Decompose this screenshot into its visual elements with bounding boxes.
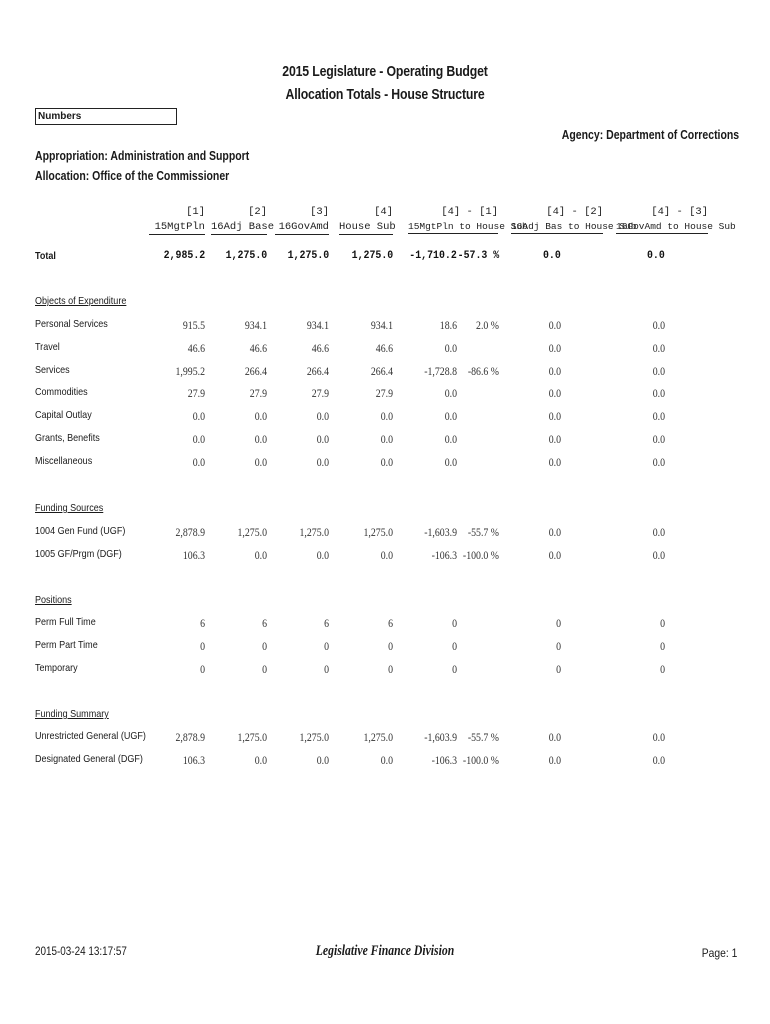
cell-c4: 46.6: [375, 340, 393, 355]
table-row: [0, 525, 770, 543]
table-row: [0, 409, 770, 427]
cell-d1: -106.3: [431, 547, 457, 562]
cell-d1: -1,728.8: [424, 363, 457, 378]
section-title-positions: Positions: [35, 594, 72, 606]
table-row: [0, 341, 770, 359]
cell-d2: 0.0: [548, 525, 561, 539]
numbers-filter-box: Numbers: [35, 108, 177, 125]
cell-d2: 0.0: [548, 547, 561, 562]
cell-c1: 0.0: [192, 409, 205, 424]
cell-c2: 1,275.0: [237, 525, 267, 539]
report-subtitle: Allocation Totals - House Structure: [285, 86, 485, 103]
cell-d2: 0.0: [543, 250, 561, 262]
table-row: [0, 364, 770, 382]
cell-d1: -1,710.2: [409, 250, 457, 262]
cell-d1: -1,603.9: [424, 730, 457, 744]
cell-d3: 0.0: [652, 318, 665, 332]
cell-c1: 0: [200, 661, 205, 676]
cell-d3: 0: [660, 638, 665, 653]
cell-p1: 2.0 %: [476, 318, 499, 332]
cell-c2: 27.9: [249, 386, 267, 401]
cell-c3: 27.9: [311, 386, 329, 401]
row-label: Grants, Benefits: [35, 432, 100, 444]
cell-c4: 266.4: [370, 363, 393, 378]
cell-c3: 6: [324, 616, 329, 630]
row-label: Miscellaneous: [35, 454, 93, 467]
cell-c3: 266.4: [306, 363, 329, 378]
row-label: Perm Part Time: [35, 638, 98, 651]
table-row: [0, 662, 770, 680]
cell-c2: 0.0: [254, 547, 267, 562]
column-header-1: [1] 15MgtPln: [149, 206, 205, 235]
cell-c4: 0: [388, 638, 393, 653]
cell-c4: 1,275.0: [363, 525, 393, 539]
cell-c4: 0.0: [380, 752, 393, 767]
cell-c1: 6: [200, 616, 205, 630]
section-header: [0, 594, 770, 612]
section-header: [0, 708, 770, 726]
cell-c4: 27.9: [375, 386, 393, 401]
cell-c4: 1,275.0: [363, 730, 393, 744]
cell-c3: 0.0: [316, 454, 329, 469]
cell-c3: 0: [324, 638, 329, 653]
appropriation-label: Appropriation: Administration and Support: [35, 149, 250, 163]
cell-d2: 0: [556, 661, 561, 676]
cell-c2: 266.4: [244, 363, 267, 378]
table-row: [0, 616, 770, 634]
cell-c1: 1,995.2: [175, 363, 205, 378]
cell-c2: 0.0: [254, 409, 267, 424]
cell-p1: -100.0 %: [462, 752, 499, 767]
cell-d3: 0.0: [652, 525, 665, 539]
cell-c1: 27.9: [187, 386, 205, 401]
cell-d2: 0.0: [548, 432, 561, 446]
cell-c2: 0: [262, 661, 267, 676]
table-row-total: [0, 250, 770, 268]
row-label: 1004 Gen Fund (UGF): [35, 525, 126, 537]
column-header-2: [2] 16Adj Base: [211, 206, 275, 233]
allocation-label: Allocation: Office of the Commissioner: [35, 169, 230, 183]
row-label: Services: [35, 363, 70, 376]
cell-d3: 0.0: [652, 547, 665, 562]
table-row: [0, 548, 770, 566]
cell-d2: 0.0: [548, 730, 561, 744]
cell-d3: 0: [660, 616, 665, 630]
cell-c1: 0.0: [192, 432, 205, 446]
cell-d1: -1,603.9: [424, 525, 457, 539]
cell-p1: -100.0 %: [462, 547, 499, 562]
cell-d1: 0.0: [444, 409, 457, 424]
table-row: [0, 455, 770, 473]
cell-c3: 1,275.0: [299, 525, 329, 539]
cell-c1: 2,878.9: [175, 525, 205, 539]
cell-c1: 106.3: [182, 752, 205, 767]
cell-d1: 0.0: [444, 340, 457, 355]
row-label: Personal Services: [35, 318, 108, 330]
cell-c3: 1,275.0: [287, 250, 329, 262]
cell-d1: 18.6: [439, 318, 457, 332]
cell-c3: 1,275.0: [299, 730, 329, 744]
section-title-objects: Objects of Expenditure: [35, 295, 127, 307]
column-header-3: [3] 16GovAmd: [275, 206, 329, 235]
section-header: [0, 502, 770, 520]
cell-d2: 0.0: [548, 340, 561, 355]
cell-c4: 6: [388, 616, 393, 630]
row-label: 1005 GF/Prgm (DGF): [35, 547, 122, 560]
cell-p1: -57.3 %: [457, 250, 499, 262]
report-title: 2015 Legislature - Operating Budget: [282, 63, 488, 80]
cell-d3: 0.0: [652, 340, 665, 355]
cell-c1: 106.3: [182, 547, 205, 562]
division-signature: Legislative Finance Division: [315, 943, 455, 959]
row-label: Travel: [35, 340, 60, 353]
cell-d1: 0: [452, 661, 457, 676]
cell-c2: 1,275.0: [225, 250, 267, 262]
row-label: Commodities: [35, 386, 88, 399]
cell-d1: 0: [452, 616, 457, 630]
cell-d2: 0.0: [548, 409, 561, 424]
cell-c3: 0.0: [316, 432, 329, 446]
cell-d2: 0: [556, 638, 561, 653]
cell-p1: -55.7 %: [467, 730, 499, 744]
table-row: [0, 318, 770, 336]
cell-p1: -55.7 %: [467, 525, 499, 539]
cell-c3: 46.6: [311, 340, 329, 355]
report-timestamp: 2015-03-24 13:17:57: [35, 946, 127, 958]
cell-c3: 0: [324, 661, 329, 676]
cell-d3: 0: [660, 661, 665, 676]
row-label: Designated General (DGF): [35, 752, 143, 765]
table-row: [0, 432, 770, 450]
column-header-4: [4] House Sub: [339, 206, 396, 233]
row-label: Temporary: [35, 661, 78, 674]
cell-c1: 0: [200, 638, 205, 653]
column-header-4-minus-3: [4] - [3] 16GovAmd to House Sub: [616, 206, 736, 232]
cell-d2: 0.0: [548, 454, 561, 469]
row-label: Capital Outlay: [35, 409, 92, 422]
cell-d1: 0.0: [444, 432, 457, 446]
cell-d3: 0.0: [652, 386, 665, 401]
row-label: Total: [35, 250, 56, 262]
cell-p1: -86.6 %: [467, 363, 499, 378]
row-label: Perm Full Time: [35, 616, 96, 628]
cell-d3: 0.0: [652, 730, 665, 744]
cell-c4: 934.1: [370, 318, 393, 332]
cell-c2: 0.0: [254, 454, 267, 469]
column-header-4-minus-2: [4] - [2] 16Adj Bas to House Sub: [511, 206, 637, 232]
cell-d1: 0: [452, 638, 457, 653]
section-header: [0, 295, 770, 313]
section-title-funding-summary: Funding Summary: [35, 708, 109, 720]
cell-c2: 46.6: [249, 340, 267, 355]
agency-label: Agency: Department of Corrections: [561, 128, 739, 142]
column-header-4-minus-1: [4] - [1] 15MgtPln to House Sub: [408, 206, 528, 232]
cell-d2: 0.0: [548, 752, 561, 767]
cell-c1: 2,878.9: [175, 730, 205, 744]
cell-c2: 0.0: [254, 432, 267, 446]
cell-c2: 0.0: [254, 752, 267, 767]
cell-d2: 0.0: [548, 318, 561, 332]
table-row: [0, 730, 770, 748]
cell-c2: 934.1: [244, 318, 267, 332]
cell-d1: 0.0: [444, 454, 457, 469]
cell-c1: 0.0: [192, 454, 205, 469]
cell-d3: 0.0: [652, 432, 665, 446]
cell-c4: 0.0: [380, 547, 393, 562]
cell-d1: -106.3: [431, 752, 457, 767]
cell-d3: 0.0: [647, 250, 665, 262]
cell-d2: 0: [556, 616, 561, 630]
cell-c3: 934.1: [306, 318, 329, 332]
cell-d2: 0.0: [548, 386, 561, 401]
cell-c2: 6: [262, 616, 267, 630]
cell-d3: 0.0: [652, 454, 665, 469]
cell-c4: 0.0: [380, 432, 393, 446]
cell-d2: 0.0: [548, 363, 561, 378]
cell-c1: 915.5: [182, 318, 205, 332]
cell-c3: 0.0: [316, 752, 329, 767]
cell-c2: 0: [262, 638, 267, 653]
table-row: [0, 386, 770, 404]
cell-c4: 0.0: [380, 454, 393, 469]
table-row: [0, 639, 770, 657]
cell-c3: 0.0: [316, 409, 329, 424]
row-label: Unrestricted General (UGF): [35, 730, 146, 742]
cell-d3: 0.0: [652, 409, 665, 424]
cell-c3: 0.0: [316, 547, 329, 562]
cell-c1: 46.6: [187, 340, 205, 355]
cell-c1: 2,985.2: [163, 250, 205, 262]
cell-d3: 0.0: [652, 363, 665, 378]
table-row: [0, 753, 770, 771]
cell-c4: 1,275.0: [351, 250, 393, 262]
cell-c2: 1,275.0: [237, 730, 267, 744]
cell-d3: 0.0: [652, 752, 665, 767]
cell-c4: 0: [388, 661, 393, 676]
section-title-funding-sources: Funding Sources: [35, 502, 104, 514]
page-number: Page: 1: [701, 946, 737, 960]
cell-d1: 0.0: [444, 386, 457, 401]
cell-c4: 0.0: [380, 409, 393, 424]
